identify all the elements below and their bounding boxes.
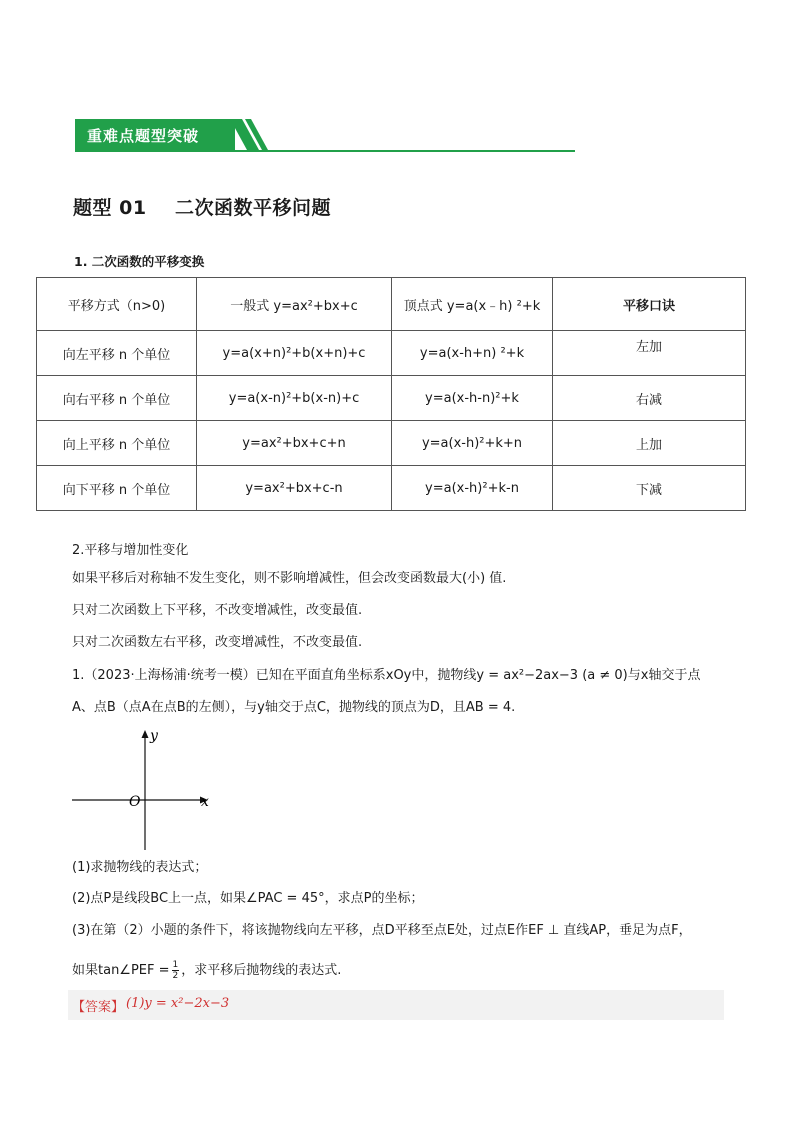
- y-axis-arrow: [142, 730, 149, 738]
- question-1: (1)求抛物线的表达式；: [72, 860, 208, 875]
- table-row: [37, 376, 746, 421]
- banner-box: [75, 119, 235, 150]
- x-axis-label: x: [201, 794, 209, 810]
- shift-rules-table: [36, 277, 746, 511]
- table-cell: y=ax²+bx+c-n: [197, 466, 392, 511]
- page-title: 题型 01 二次函数平移问题: [73, 197, 332, 219]
- table-cell: [553, 331, 746, 376]
- table-cell: 右减: [553, 376, 746, 421]
- table-header-cell: 平移口诀: [553, 278, 746, 331]
- question-2: (2)点P是线段BC上一点，如果∠PAC = 45°，求点P的坐标；: [72, 891, 424, 906]
- problem-statement-line2: A、点B（点A在点B的左侧），与y轴交于点C，抛物线的顶点为D，且AB = 4.: [72, 700, 516, 715]
- y-axis-label: y: [150, 728, 158, 744]
- table-row: [37, 466, 746, 511]
- table-cell: 向左平移 n 个单位: [37, 331, 197, 376]
- table-header-row: [37, 278, 746, 331]
- coordinate-axes-figure: [70, 726, 220, 852]
- table-cell: 向上平移 n 个单位: [37, 421, 197, 466]
- section-banner: [75, 119, 575, 155]
- table-header-cell: 平移方式（n>0): [37, 278, 197, 331]
- answer-value: (1)y = x²−2x−3: [126, 996, 230, 1011]
- rule-text: 左加: [635, 339, 662, 355]
- section2-line: 只对二次函数上下平移，不改变增减性，改变最值.: [72, 603, 363, 618]
- q4-suffix: ，求平移后抛物线的表达式.: [181, 962, 342, 978]
- table-cell: y=a(x-h)²+k-n: [392, 466, 553, 511]
- table-row: [37, 331, 746, 376]
- fraction-denominator: 2: [172, 971, 179, 981]
- banner-underline: [75, 150, 575, 152]
- fraction-numerator: 1: [172, 960, 179, 970]
- question-3: (3)在第（2）小题的条件下，将该抛物线向左平移，点D平移至点E处，过点E作EF ⊥ 直线AP，垂足为点F，: [72, 923, 692, 938]
- table-cell: 下减: [553, 466, 746, 511]
- table-cell: 上加: [553, 421, 746, 466]
- question-3-continued: [72, 960, 341, 981]
- table-header-cell: 一般式 y=ax²+bx+c: [197, 278, 392, 331]
- answer-label: 【答案】: [72, 1000, 125, 1015]
- table-cell: y=a(x-h-n)²+k: [392, 376, 553, 421]
- table-header-cell: 顶点式 y=a(x﹣h) ²+k: [392, 278, 553, 331]
- banner-stripes: [230, 119, 270, 152]
- table-cell: y=a(x-h+n) ²+k: [392, 331, 553, 376]
- fraction: [172, 960, 180, 981]
- table-cell: y=a(x-n)²+b(x-n)+c: [197, 376, 392, 421]
- table-cell: 向下平移 n 个单位: [37, 466, 197, 511]
- section2-line: 如果平移后对称轴不发生变化，则不影响增减性，但会改变函数最大(小) 值.: [72, 571, 507, 586]
- section1-title: 1. 二次函数的平移变换: [74, 254, 205, 269]
- table-cell: 向右平移 n 个单位: [37, 376, 197, 421]
- section2-title: 2.平移与增加性变化: [72, 543, 189, 558]
- table-row: [37, 421, 746, 466]
- table-cell: y=a(x-h)²+k+n: [392, 421, 553, 466]
- banner-label: 重难点题型突破: [87, 127, 200, 145]
- section2-line: 只对二次函数左右平移，改变增减性，不改变最值.: [72, 635, 363, 650]
- origin-label: O: [129, 794, 141, 810]
- problem-statement-line1: 1.（2023·上海杨浦·统考一模）已知在平面直角坐标系xOy中，抛物线y = ax²−2ax−3 (a ≠ 0)与x轴交于点: [72, 668, 701, 683]
- answer-box: [68, 990, 724, 1020]
- q4-prefix: 如果tan∠PEF =: [72, 962, 170, 978]
- table-cell: y=ax²+bx+c+n: [197, 421, 392, 466]
- table-cell: y=a(x+n)²+b(x+n)+c: [197, 331, 392, 376]
